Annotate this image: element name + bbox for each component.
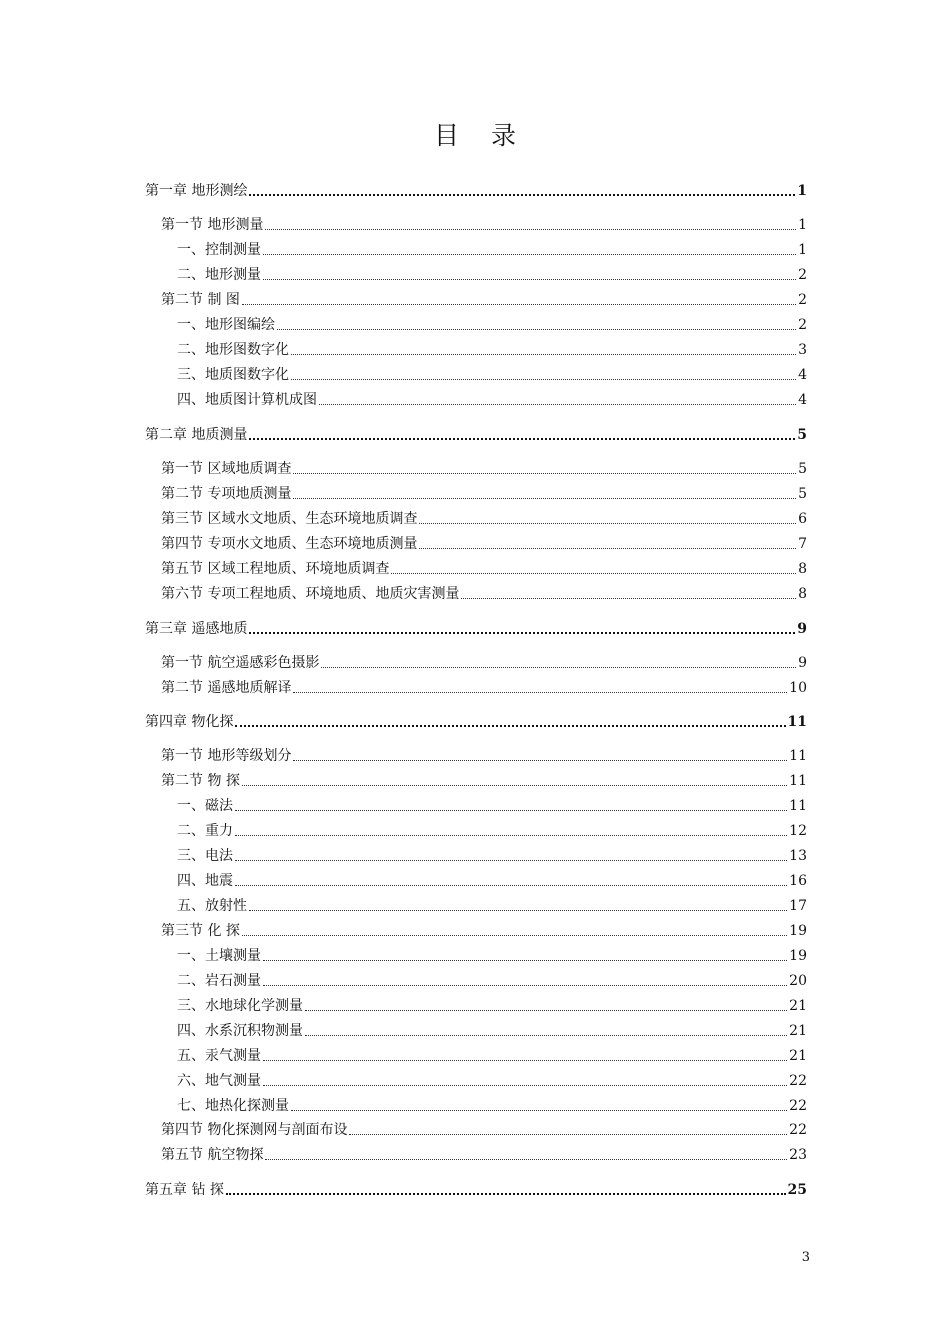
toc-leader-dots [291,378,796,380]
toc-leader-dots [235,724,785,727]
toc-entry-label: 第一章 地形测绘 [145,183,248,199]
toc-leader-dots [242,934,787,936]
toc-entry[interactable] [145,618,807,638]
toc-entry[interactable] [177,895,807,915]
toc-entry[interactable] [161,1119,807,1139]
toc-entry-page: 11 [789,748,807,764]
toc-entry-label: 第一节 地形等级划分 [161,748,292,764]
toc-entry-label: 第二节 遥感地质解译 [161,680,292,696]
toc-entry[interactable] [161,289,807,309]
toc-entry[interactable] [145,1179,807,1199]
toc-entry[interactable] [161,533,807,553]
toc-entry-label: 第二节 专项地质测量 [161,486,292,502]
toc-entry[interactable] [145,424,807,444]
toc-entry-page: 11 [789,773,807,789]
toc-entry-page: 21 [789,998,807,1014]
toc-entry-label: 第六节 专项工程地质、环境地质、地质灾害测量 [161,586,460,602]
toc-entry[interactable] [161,920,807,940]
toc-entry-page: 8 [798,561,807,577]
toc-entry-label: 二、地形图数字化 [177,342,289,358]
toc-entry[interactable] [161,214,807,234]
toc-entry[interactable] [177,339,807,359]
toc-leader-dots [226,1192,786,1195]
toc-leader-dots [235,834,787,836]
toc-entry-page: 8 [798,586,807,602]
toc-entry-label: 第三节 区域水文地质、生态环境地质调查 [161,511,418,527]
toc-entry-page: 2 [798,267,807,283]
toc-entry[interactable] [161,770,807,790]
toc-leader-dots [419,522,796,524]
toc-leader-dots [319,403,796,405]
toc-entry-label: 三、电法 [177,848,233,864]
toc-entry-page: 22 [789,1098,807,1114]
toc-leader-dots [349,1133,787,1135]
toc-entry[interactable] [145,711,807,731]
toc-entry-label: 三、地质图数字化 [177,367,289,383]
toc-entry[interactable] [161,558,807,578]
toc-leader-dots [249,437,795,440]
toc-entry-page: 22 [789,1073,807,1089]
toc-leader-dots [293,759,787,761]
toc-entry[interactable] [177,1095,807,1115]
toc-leader-dots [263,253,796,255]
toc-entry-label: 第五章 钻 探 [145,1182,224,1198]
toc-entry[interactable] [177,1045,807,1065]
toc-entry[interactable] [161,483,807,503]
toc-leader-dots [305,1009,787,1011]
toc-leader-dots [321,666,796,668]
toc-entry[interactable] [161,1144,807,1164]
toc-leader-dots [242,303,796,305]
toc-entry-page: 4 [798,392,807,408]
toc-entry[interactable] [177,945,807,965]
toc-entry-label: 第二节 物 探 [161,773,240,789]
toc-entry-page: 21 [789,1023,807,1039]
toc-entry[interactable] [177,870,807,890]
toc-entry-label: 第一节 地形测量 [161,217,264,233]
toc-entry-label: 三、水地球化学测量 [177,998,303,1014]
toc-entry-page: 5 [797,427,807,443]
toc-entry-label: 一、地形图编绘 [177,317,275,333]
toc-entry-label: 第五节 航空物探 [161,1147,264,1163]
toc-entry-page: 2 [798,317,807,333]
toc-leader-dots [265,228,796,230]
toc-entry-label: 六、地气测量 [177,1073,261,1089]
toc-entry[interactable] [177,820,807,840]
toc-leader-dots [235,809,787,811]
toc-entry[interactable] [145,180,807,200]
toc-entry[interactable] [177,1070,807,1090]
toc-entry[interactable] [161,677,807,697]
toc-entry-label: 第四章 物化探 [145,714,234,730]
toc-entry-page: 1 [798,217,807,233]
toc-entry-page: 6 [798,511,807,527]
toc-leader-dots [235,884,787,886]
toc-entry-page: 13 [789,848,807,864]
toc-entry-page: 11 [787,714,807,730]
toc-entry[interactable] [177,995,807,1015]
toc-entry[interactable] [161,458,807,478]
toc-leader-dots [263,1084,787,1086]
toc-entry-label: 第一节 区域地质调查 [161,461,292,477]
toc-leader-dots [249,631,795,634]
toc-entry-label: 七、地热化探测量 [177,1098,289,1114]
toc-entry-page: 25 [787,1182,807,1198]
toc-entry-page: 7 [798,536,807,552]
toc-entry-label: 第四节 物化探测网与剖面布设 [161,1122,348,1138]
page-number: 3 [801,1250,810,1265]
toc-entry-page: 10 [789,680,807,696]
toc-leader-dots [263,1059,787,1061]
toc-entry[interactable] [177,795,807,815]
toc-leader-dots [242,784,787,786]
toc-leader-dots [293,691,787,693]
toc-leader-dots [265,1158,787,1160]
toc-leader-dots [391,572,796,574]
toc-entry-label: 一、土壤测量 [177,948,261,964]
toc-entry[interactable] [177,264,807,284]
toc-entry[interactable] [161,652,807,672]
toc-leader-dots [291,353,796,355]
toc-leader-dots [263,984,787,986]
toc-entry[interactable] [177,239,807,259]
toc-leader-dots [249,909,787,911]
toc-title: 目 录 [434,121,528,150]
toc-leader-dots [277,328,796,330]
toc-entry-label: 第二节 制 图 [161,292,240,308]
toc-entry-page: 9 [798,655,807,671]
toc-entry-label: 第二章 地质测量 [145,427,248,443]
toc-leader-dots [293,472,796,474]
toc-entry[interactable] [161,508,807,528]
toc-entry[interactable] [161,745,807,765]
toc-entry-label: 二、地形测量 [177,267,261,283]
toc-entry-label: 五、放射性 [177,898,247,914]
toc-entry[interactable] [177,845,807,865]
toc-entry[interactable] [177,1020,807,1040]
toc-leader-dots [461,597,796,599]
toc-leader-dots [235,859,787,861]
toc-entry-page: 2 [798,292,807,308]
toc-entry-label: 第一节 航空遥感彩色摄影 [161,655,320,671]
toc-leader-dots [249,193,795,196]
toc-entry-page: 5 [798,461,807,477]
table-of-contents [145,0,807,1344]
toc-entry-label: 五、汞气测量 [177,1048,261,1064]
toc-entry[interactable] [177,970,807,990]
toc-entry-page: 17 [789,898,807,914]
toc-entry-page: 19 [789,923,807,939]
toc-entry[interactable] [177,364,807,384]
toc-entry-label: 第五节 区域工程地质、环境地质调查 [161,561,390,577]
toc-leader-dots [291,1109,787,1111]
toc-entry[interactable] [177,389,807,409]
toc-entry-label: 四、地震 [177,873,233,889]
toc-entry-page: 12 [789,823,807,839]
toc-leader-dots [419,547,796,549]
toc-entry[interactable] [161,583,807,603]
toc-leader-dots [305,1034,787,1036]
toc-leader-dots [263,278,796,280]
toc-entry-page: 22 [789,1122,807,1138]
toc-entry-page: 4 [798,367,807,383]
toc-entry-label: 一、控制测量 [177,242,261,258]
toc-entry-page: 5 [798,486,807,502]
toc-entry-page: 1 [798,242,807,258]
toc-entry-page: 20 [789,973,807,989]
toc-entry-label: 二、岩石测量 [177,973,261,989]
toc-entry-page: 19 [789,948,807,964]
toc-entry-label: 第三节 化 探 [161,923,240,939]
toc-entry-page: 9 [797,621,807,637]
toc-entry-label: 四、水系沉积物测量 [177,1023,303,1039]
toc-entry-label: 四、地质图计算机成图 [177,392,317,408]
toc-entry-page: 16 [789,873,807,889]
toc-entry-label: 一、磁法 [177,798,233,814]
toc-entry-label: 二、重力 [177,823,233,839]
toc-entry-page: 21 [789,1048,807,1064]
toc-entry-page: 1 [797,183,807,199]
toc-entry-label: 第四节 专项水文地质、生态环境地质测量 [161,536,418,552]
toc-leader-dots [263,959,787,961]
toc-entry[interactable] [177,314,807,334]
toc-entry-page: 23 [789,1147,807,1163]
toc-entry-page: 3 [798,342,807,358]
toc-entry-label: 第三章 遥感地质 [145,621,248,637]
toc-entry-page: 11 [789,798,807,814]
toc-leader-dots [293,497,796,499]
